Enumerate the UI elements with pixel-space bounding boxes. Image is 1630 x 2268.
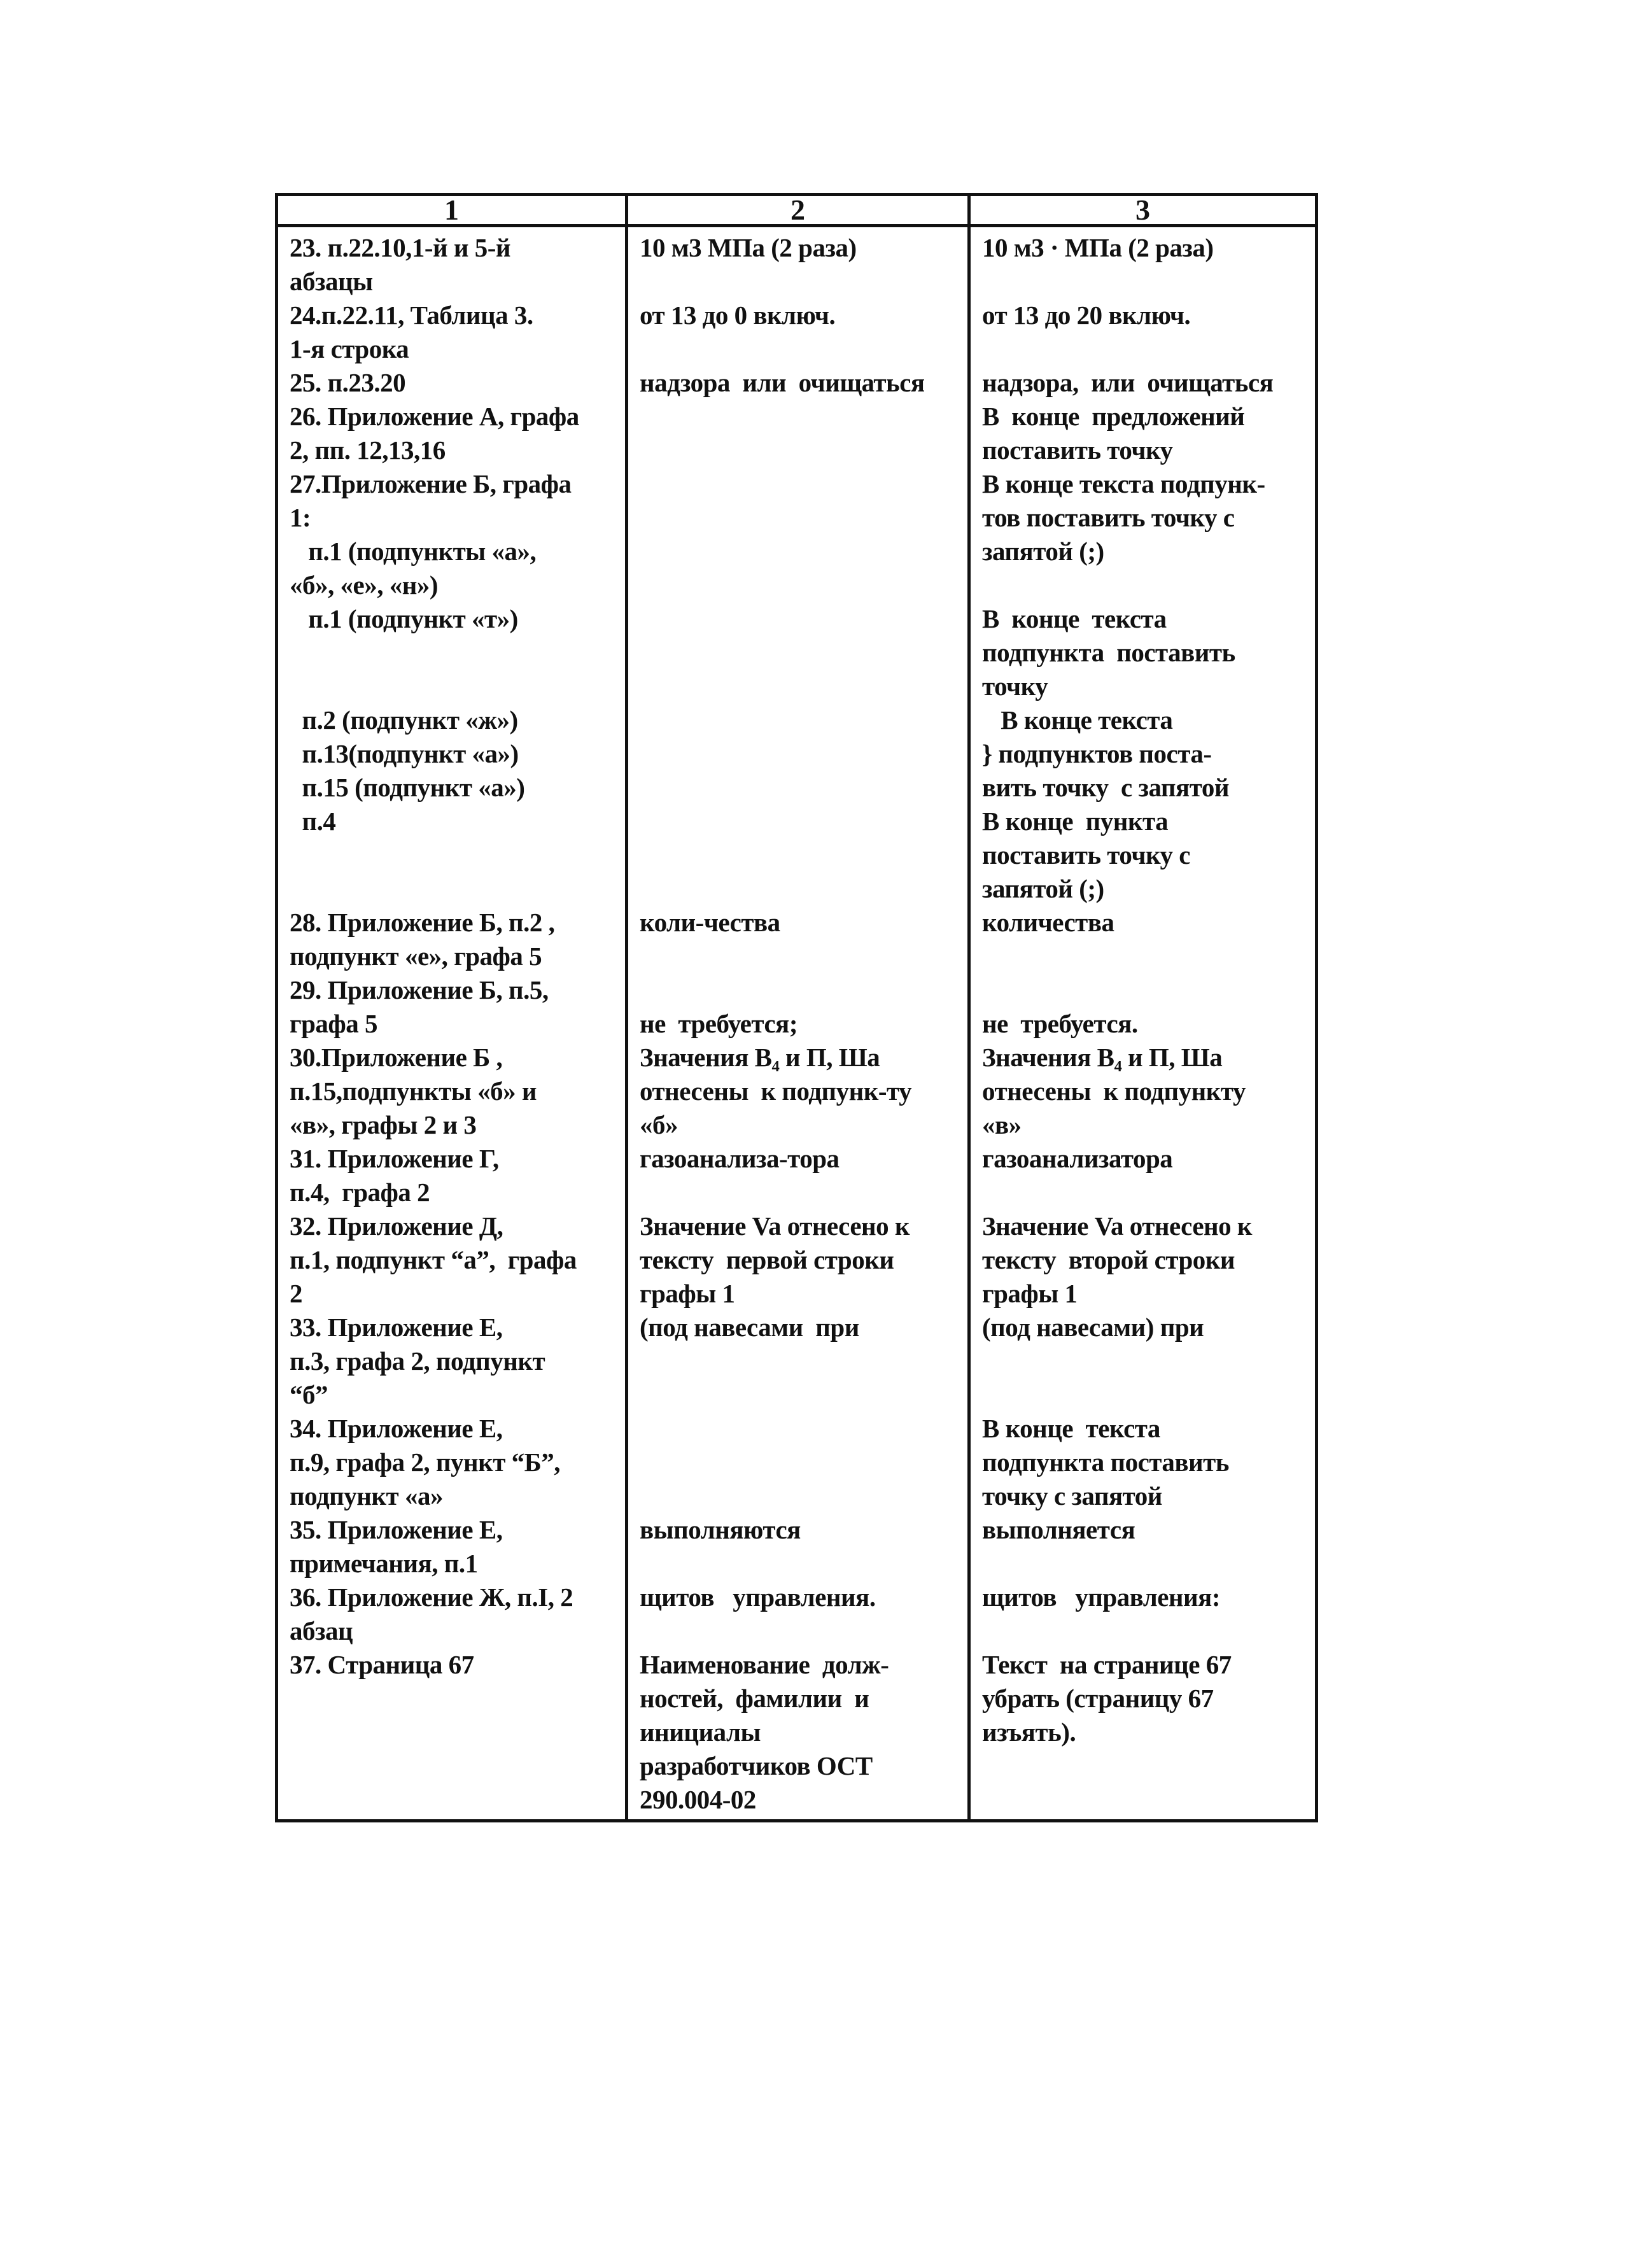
c2-text-line (640, 433, 961, 467)
c1-text-line: 31. Приложение Г, (290, 1144, 499, 1173)
c2-text-line (640, 1614, 961, 1648)
c3-text-line (982, 332, 1309, 366)
c3-text-line: убрать (страницу 67 (982, 1684, 1214, 1713)
c3-text-line: щитов управления: (982, 1582, 1221, 1612)
c1-text-line: п.4, графа 2 (290, 1178, 430, 1207)
c3-text-line: В конце текста подпунк- (982, 469, 1265, 498)
c3-text-line: выполняется (982, 1515, 1135, 1544)
c1-text-line: 2 (290, 1279, 302, 1308)
c3-text-line: (под навесами) при (982, 1313, 1204, 1342)
c2-text-line: 10 м3 МПа (2 раза) (640, 233, 857, 262)
c1-text-line: 25. п.23.20 (290, 368, 406, 397)
c2-text-line: щитов управления. (640, 1582, 876, 1612)
c3-text-line: «в» (982, 1110, 1022, 1139)
c2-text-line: разработчиков ОСТ (640, 1751, 873, 1780)
column-1-cell (277, 226, 627, 1821)
table-row (277, 226, 1317, 1821)
c1-text-line: 1: (290, 503, 311, 532)
c2-text-line: коли-чества (640, 908, 780, 937)
c3-text-line: } подпунктов поста- (982, 739, 1212, 768)
c1-text-line: «б», «е», «н») (290, 570, 438, 600)
c1-text-line: подпункт «а» (290, 1481, 443, 1511)
c3-text-line: подпункта поставить (982, 1447, 1229, 1477)
c3-text-line: газоанализатора (982, 1144, 1173, 1173)
c1-text-line: 29. Приложение Б, п.5, (290, 975, 549, 1004)
c3-text-line: поставить точку с (982, 840, 1190, 870)
c3-text-line: отнесены к подпункту (982, 1076, 1246, 1106)
c2-text-line: ностей, фамилии и (640, 1684, 869, 1713)
c2-text-line (640, 1479, 961, 1513)
c2-text-line (640, 838, 961, 872)
c2-text-line: графы 1 (640, 1279, 735, 1308)
header-row (277, 195, 1317, 226)
c2-text-line: Значение Va отнесено к (640, 1211, 910, 1241)
c2-text-line (640, 568, 961, 602)
c3-text-line: В конце текста (982, 705, 1173, 735)
c3-text-line: В конце пункта (982, 806, 1169, 836)
c3-text-line (982, 940, 1309, 973)
c3-text-line (982, 1176, 1309, 1209)
c1-text-line: 28. Приложение Б, п.2 , (290, 908, 555, 937)
c1-text-line: 1-я строка (290, 334, 409, 363)
c2-text-line (640, 805, 961, 838)
c1-text-line: 24.п.22.11, Таблица 3. (290, 300, 533, 330)
c3-text-line: В конце предложений (982, 402, 1245, 431)
c3-text-line: точку с запятой (982, 1481, 1162, 1511)
c2-text-line: инициалы (640, 1717, 761, 1747)
c3-text-line (982, 1614, 1309, 1648)
amendment-table (275, 193, 1318, 1822)
c2-text-line (640, 332, 961, 366)
c1-text-line (290, 636, 619, 670)
c3-text-line: не требуется. (982, 1009, 1138, 1038)
c3-text-line: поставить точку (982, 435, 1173, 465)
c1-text-line: 2, пп. 12,13,16 (290, 435, 446, 465)
c2-text-line (640, 1547, 961, 1581)
c3-text-line: Значение Va отнесено к (982, 1211, 1253, 1241)
c3-text-line: количества (982, 908, 1114, 937)
c3-text-line: от 13 до 20 включ. (982, 300, 1191, 330)
c1-text-line: 37. Страница 67 (290, 1650, 474, 1679)
c3-text-line: запятой (;) (982, 874, 1104, 903)
c1-text-line: 26. Приложение А, графа (290, 402, 579, 431)
c3-text-line: точку (982, 672, 1048, 701)
c1-text-line: п.3, графа 2, подпункт (290, 1346, 545, 1376)
c2-text-line (640, 670, 961, 703)
c1-text-line: п.1 (подпункт «т») (290, 604, 518, 633)
c1-text-line: п.2 (подпункт «ж») (290, 705, 518, 735)
c2-text-line (640, 872, 961, 906)
c1-text-line: графа 5 (290, 1009, 378, 1038)
c1-text-line: п.1 (подпункты «а», (290, 537, 537, 566)
c2-text-line: выполняются (640, 1515, 801, 1544)
c1-text-line: 32. Приложение Д, (290, 1211, 503, 1241)
c3-text-line (982, 265, 1309, 299)
c3-text-line: запятой (;) (982, 537, 1104, 566)
c2-text-line: Значения В₄ и П, Ша (640, 1043, 880, 1072)
c2-text-line (640, 602, 961, 636)
c2-text-line (640, 265, 961, 299)
c1-text-line (290, 670, 619, 703)
column-header-2: 2 (627, 195, 969, 226)
column-2-cell (627, 226, 969, 1821)
c1-text-line: «в», графы 2 и 3 (290, 1110, 477, 1139)
c1-text-line: 33. Приложение Е, (290, 1313, 503, 1342)
c2-text-line (640, 467, 961, 501)
c2-text-line (640, 1176, 961, 1209)
c2-text-line: (под навесами при (640, 1313, 859, 1342)
c2-text-line: отнесены к подпунк-ту (640, 1076, 912, 1106)
c1-text-line: “б” (290, 1380, 328, 1409)
c2-text-line (640, 1344, 961, 1378)
c2-text-line (640, 501, 961, 535)
c1-text-line: 34. Приложение Е, (290, 1414, 503, 1443)
c1-text-line: п.1, подпункт “а”, графа (290, 1245, 577, 1274)
c2-text-line (640, 1378, 961, 1412)
c1-text-line: примечания, п.1 (290, 1549, 478, 1578)
c3-text-line (982, 568, 1309, 602)
c2-text-line: Наименование долж- (640, 1650, 889, 1679)
c2-text-line (640, 771, 961, 805)
c1-text-line: 27.Приложение Б, графа (290, 469, 572, 498)
c2-text-line: «б» (640, 1110, 678, 1139)
c2-text-line: 290.004-02 (640, 1785, 756, 1814)
c3-text-line: В конце текста (982, 604, 1167, 633)
c3-text-line: надзора, или очищаться (982, 368, 1274, 397)
c1-text-line: п.15 (подпункт «а») (290, 773, 525, 802)
c2-text-line (640, 636, 961, 670)
c2-text-line: газоанализа-тора (640, 1144, 840, 1173)
c3-text-line: 10 м3 · МПа (2 раза) (982, 233, 1214, 262)
c3-text-line: В конце текста (982, 1414, 1160, 1443)
c1-text-line: абзацы (290, 267, 373, 296)
c1-text-line: 30.Приложение Б , (290, 1043, 503, 1072)
c3-text-line: подпункта поставить (982, 638, 1235, 667)
c1-text-line: абзац (290, 1616, 353, 1645)
c3-text-line (982, 1378, 1309, 1412)
c3-text-line: вить точку с запятой (982, 773, 1229, 802)
c2-text-line (640, 400, 961, 433)
c2-text-line: от 13 до 0 включ. (640, 300, 836, 330)
c1-text-line: п.13(подпункт «а») (290, 739, 519, 768)
c1-text-line: п.15,подпункты «б» и (290, 1076, 537, 1106)
c2-text-line: не требуется; (640, 1009, 798, 1038)
c1-text-line: п.9, графа 2, пункт “Б”, (290, 1447, 561, 1477)
c3-text-line (982, 973, 1309, 1007)
c2-text-line (640, 703, 961, 737)
c1-text-line (290, 838, 619, 872)
c2-text-line (640, 737, 961, 771)
c1-text-line: п.4 (290, 806, 336, 836)
c1-text-line: подпункт «е», графа 5 (290, 941, 542, 971)
c3-text-line: Значения В₄ и П, Ша (982, 1043, 1223, 1072)
c2-text-line (640, 535, 961, 568)
c3-text-line: тов поставить точку с (982, 503, 1235, 532)
c2-text-line: надзора или очищаться (640, 368, 925, 397)
c2-text-line (640, 1412, 961, 1446)
c2-text-line (640, 973, 961, 1007)
c1-text-line: 23. п.22.10,1-й и 5-й (290, 233, 511, 262)
c3-text-line: графы 1 (982, 1279, 1078, 1308)
column-header-1: 1 (277, 195, 627, 226)
c2-text-line (640, 940, 961, 973)
c1-text-line: 36. Приложение Ж, п.I, 2 (290, 1582, 573, 1612)
c1-text-line: 35. Приложение Е, (290, 1515, 503, 1544)
c3-text-line: Текст на странице 67 (982, 1650, 1232, 1679)
c2-text-line (640, 1446, 961, 1479)
c3-text-line (982, 1344, 1309, 1378)
c1-text-line (290, 872, 619, 906)
c3-text-line: тексту второй строки (982, 1245, 1235, 1274)
column-header-3: 3 (969, 195, 1317, 226)
c2-text-line: тексту первой строки (640, 1245, 894, 1274)
c3-text-line (982, 1547, 1309, 1581)
c3-text-line: изъять). (982, 1717, 1076, 1747)
column-3-cell (969, 226, 1317, 1821)
